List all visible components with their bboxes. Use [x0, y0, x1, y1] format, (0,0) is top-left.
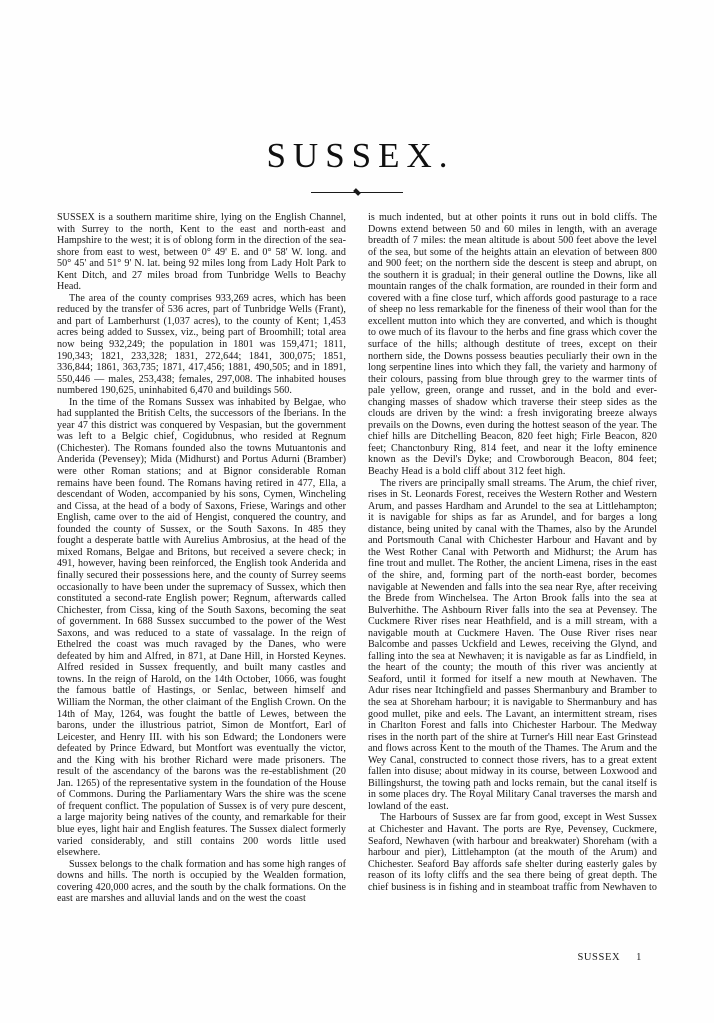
page-number: 1: [636, 952, 642, 963]
right-column: [368, 212, 657, 905]
paragraph: is much indented, but at other points it runs out in bold cliffs. The Downs extend between 50 and 60 miles in length, with an average breadth of 7 miles: the mean altitude is about 500 feet above the level of the sea, but some of the heights attain an elevation of between 800 and 900 feet; on the northern side the descent is steep and abrupt, on the southern it is gradual; in their general outline the Downs, like all mountain ranges of the chalk formation, are rounded in their form and covered with a fine close turf, which affords good pasturage to a race of sheep no less remarkable for the fineness of their wool than for the excellent mutton into which they are converted, and which is thought to owe much of its flavour to the herbs and fine grass which cover the surface of the hills; although destitute of trees, except on their northern side, the Downs possess beauties peculiarly their own in the long serpentine lines into which they fall, the variety and harmony of their colours, passing from blue through grey to the warmer tints of pale yellow, green, orange and russet, and in the bold and ever-changing masses of shadow which traverse their steep sides as the clouds are driven by the wind: a fresh invigorating breeze always prevails on the Downs, even during the hottest season of the year. The chief hills are Ditchelling Beacon, 820 feet high; Firle Beacon, 820 feet; Chanctonbury Ring, 814 feet, and near it the lofty eminence known as the Devil's Dyke; and Crowborough Beacon, 804 feet; Beachy Head is a bold cliff about 312 feet high.: [368, 212, 657, 478]
two-column-body: [57, 212, 657, 905]
ornamental-rule: [0, 187, 714, 197]
page-title: SUSSEX.: [266, 136, 455, 175]
diamond-rule-icon: [311, 192, 403, 193]
paragraph: In the time of the Romans Sussex was inhabited by Belgae, who had supplanted the British Celts, the successors of the Iberians. In the year 47 this district was conquered by Vespasian, but the government was left to a Belgic chief, Cogidubnus, who resided at Regnum (Chichester). The Romans founded also the towns Mutuantonis and Anderida (Pevensey); Mida (Midhurst) and Portus Adurni (Bramber) were other Roman stations; and at Bignor considerable Roman remains have been found. The Romans having retired in 477, Ella, a descendant of Woden, accompanied by his sons, Cymen, Wincheling and Cissa, at the head of a body of Saxons, Friese, Warings and other English, came over to the aid of Hengist, conquered the country, and founded the county of Sussex, or the South Saxons. In 485 they fought a desperate battle with Aurelius Ambrosius, at the head of the mixed Romans, Belgae and Britons, but received a severe check; in 491, however, having been reinforced, the English took Anderida and finally secured their possessions here, and the county of Surrey seems occasionally to have been under the supremacy of Sussex, which then constituted a second-rate English power; Regnum, afterwards called Chichester, from Cissa, king of the South Saxons, becoming the seat of government. In 688 Sussex succumbed to the power of the West Saxons, and was reduced to a state of vassalage. In the reign of Ethelred the coast was much ravaged by the Danes, who were defeated by him and Alfred, in 871, at Dane Hill, in Horsted Keynes. Alfred resided in Sussex frequently, and built many castles and towns. In the reign of Harold, on the 14th October, 1066, was fought the famous battle of Hastings, or Senlac, between himself and William the Norman, the other claimant of the English Crown. On the 14th of May, 1264, was fought the battle of Lewes, between the barons, under the illustrious patriot, Simon de Montfort, Earl of Leicester, and Henry III. with his son Edward; the Londoners were defeated by Prince Edward, but Montfort was eventually the victor, and the King with his brother Richard were made prisoners. The result of the ascendancy of the barons was the re-establishment (20 Jan. 1265) of the representative system in the foundation of the House of Commons. During the Parliamentary Wars the shire was the scene of frequent conflict. The population of Sussex is of very pure descent, a large majority being natives of the county, and remarkable for their blue eyes, light hair and English features. The Sussex dialect formerly varied considerably, and still contains 200 words little used elsewhere.: [57, 396, 346, 859]
paragraph: The rivers are principally small streams. The Arum, the chief river, rises in St. Leonards Forest, receives the Western Rother and Western Arum, and passes Hardham and Arundel to the sea at Littlehampton; it is navigable for ships as far as Arundel, and for barges a long distance, being united by canal with the Thames, also by the Arundel and Portsmouth Canal with Chichester Harbour and Havant and by the West Rother Canal with Petworth and Midhurst; the Arum has fine trout and mullet. The Rother, the ancient Limena, rises in the east of the shire, and, forming part of the north-east border, becomes navigable at Newenden and falls into the sea near Rye, after receiving the Brede from Winchelsea. The Arton Brook falls into the sea at Bulverhithe. The Ashbourn River falls into the sea at Pevensey. The Cuckmere River rises near Heathfield, and is a mill stream, with a navigable mouth at Cuckmere Haven. The Ouse River rises near Balcombe and passes Uckfield and Lewes, receiving the Glynd, and falling into the sea at Newhaven; it is navigable as far as Lindfield, in the heart of the county; the mouth of this river was anciently at Seaford, until it formed for itself a new mouth at Newhaven. The Adur rises near Itchingfield and passes Shermanbury and Bramber to the sea at Shoreham harbour; it is navigable to Shermanbury and has good mullet, pike and eels. The Lavant, an intermittent stream, rises in Charlton Forest and falls into Chichester Harbour. The Medway rises in the north part of the shire at Turner's Hill near East Grinstead and flows across Kent to the mouth of the Thames. The Arum and the Wey Canal, constructed to connect those rivers, has to a great extent fallen into disuse; about midway in its course, between Loxwood and Billingshurst, the towing path and locks remain, but the canal itself is in some places dry. The Royal Military Canal traverses the marsh and lowland of the east.: [368, 477, 657, 812]
paragraph: The Harbours of Sussex are far from good, except in West Sussex at Chichester and Havant. The ports are Rye, Pevensey, Cuckmere, Seaford, Newhaven (with harbour and breakwater) Shoreham (with a harbour and pier), Littlehampton (at the mouth of the Arum) and Chichester. Seaford Bay affords safe shelter during easterly gales by reason of its lofty cliffs and the sea there being of great depth. The chief business is in fishing and in steamboat traffic from Newhaven to: [368, 812, 657, 893]
paragraph: SUSSEX is a southern maritime shire, lying on the English Channel, with Surrey to the north, Kent to the east and north-east and Hampshire to the west; it is of oblong form in the direction of the sea-shore from east to west, between 0° 49' E. and 0° 58' W. long. and 50° 45' and 51° 9' N. lat. being 92 miles long from Lady Holt Park to Kent Ditch, and 27 miles broad from Tunbridge Wells to Beachy Head.: [57, 212, 346, 293]
page-footer: [57, 952, 657, 963]
paragraph: The area of the county comprises 933,269 acres, which has been reduced by the transfer of 536 acres, part of Tunbridge Wells (Frant), and part of Lamberhurst (1,037 acres), to the county of Kent; 1,453 acres being added to Sussex, viz., being part of Broomhill; total area now being 932,249; the population in 1801 was 159,471; 1811, 190,343; 1821, 233,328; 1831, 272,644; 1841, 300,075; 1851, 336,844; 1861, 363,735; 1871, 417,456; 1881, 490,505; and in 1891, 550,446 — males, 253,438; females, 297,008. The inhabited houses numbered 190,625, uninhabited 6,470 and buildings 560.: [57, 292, 346, 397]
paragraph: Sussex belongs to the chalk formation and has some high ranges of downs and hills. The north is occupied by the Wealden formation, covering 420,000 acres, and the south by the chalk formations. On the east are marshes and alluvial lands and on the west the coast: [57, 858, 346, 905]
left-column: [57, 212, 346, 905]
running-head: SUSSEX: [577, 952, 621, 963]
title-block: [0, 0, 714, 197]
